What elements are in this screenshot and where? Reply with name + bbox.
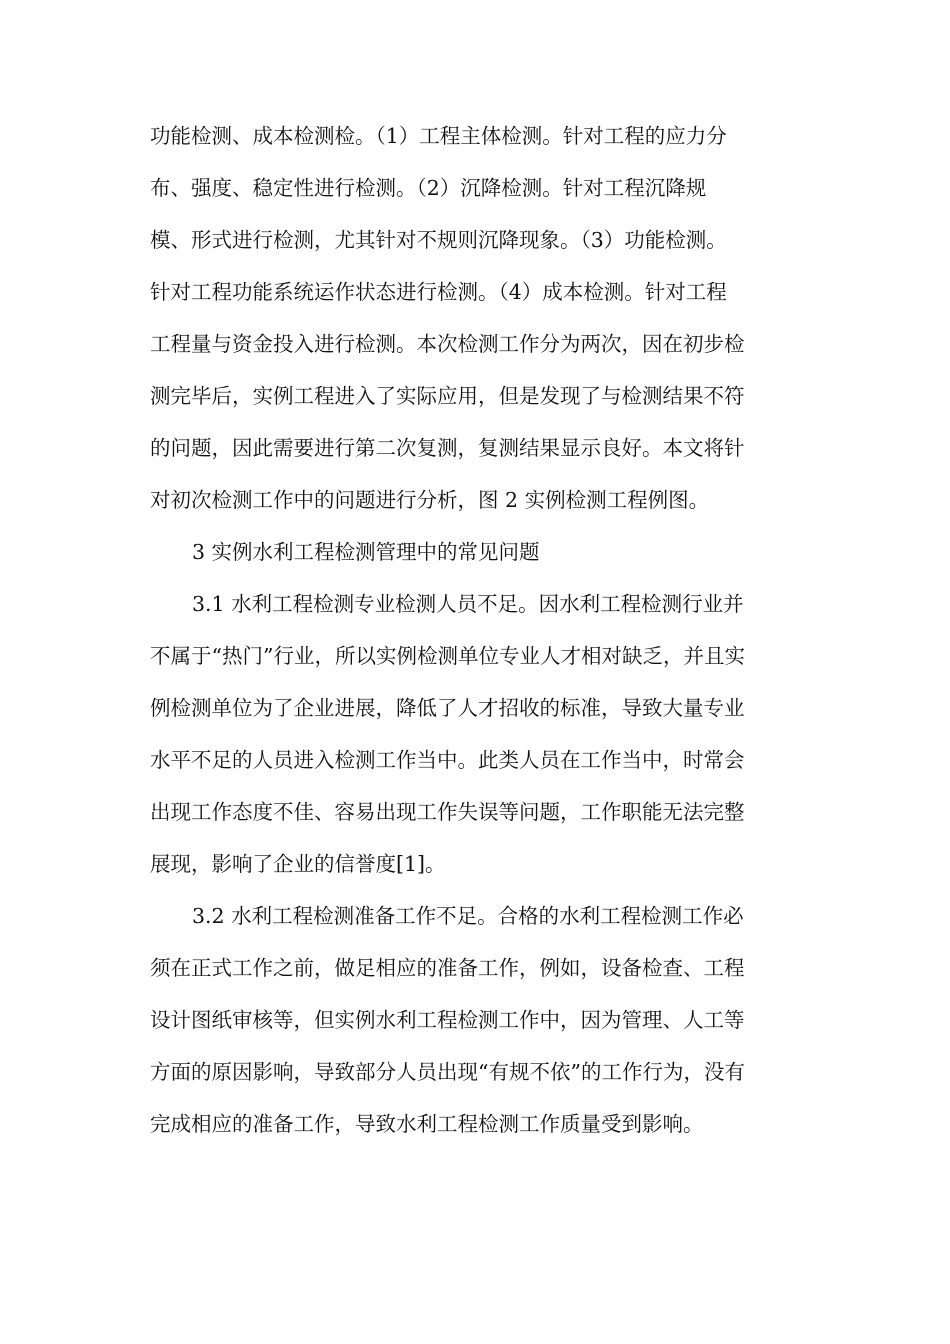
body-text-line: 测完毕后，实例工程进入了实际应用，但是发现了与检测结果不符: [150, 384, 745, 408]
subsection-lead-line: 3.2 水利工程检测准备工作不足。合格的水利工程检测工作必: [192, 904, 744, 928]
body-text-line: 例检测单位为了企业进展，降低了人才招收的标准，导致大量专业: [150, 696, 745, 720]
body-text-line: 针对工程功能系统运作状态进行检测。（4）成本检测。针对工程: [150, 280, 727, 304]
body-text-line: 须在正式工作之前，做足相应的准备工作，例如，设备检查、工程: [150, 956, 745, 980]
body-text-line: 的问题，因此需要进行第二次复测，复测结果显示良好。本文将针: [150, 436, 745, 460]
body-text-line: 不属于“热门”行业，所以实例检测单位专业人才相对缺乏，并且实: [150, 644, 745, 668]
body-text-line: 完成相应的准备工作，导致水利工程检测工作质量受到影响。: [150, 1112, 704, 1136]
body-text-line: 设计图纸审核等，但实例水利工程检测工作中，因为管理、人工等: [150, 1008, 745, 1032]
body-text-line: 对初次检测工作中的问题进行分析，图 2 实例检测工程例图。: [150, 488, 710, 512]
section-heading: 3 实例水利工程检测管理中的常见问题: [192, 540, 540, 564]
subsection-lead-line: 3.1 水利工程检测专业检测人员不足。因水利工程检测行业并: [192, 592, 744, 616]
body-text-line: 模、形式进行检测，尤其针对不规则沉降现象。（3）功能检测。: [150, 228, 727, 252]
body-text-line: 出现工作态度不佳、容易出现工作失误等问题，工作职能无法完整: [150, 800, 745, 824]
body-text-line: 布、强度、稳定性进行检测。（2）沉降检测。针对工程沉降规: [150, 176, 707, 200]
body-text-line: 展现，影响了企业的信誉度[1]。: [150, 852, 446, 876]
body-text-line: 工程量与资金投入进行检测。本次检测工作分为两次，因在初步检: [150, 332, 745, 356]
body-text-line: 功能检测、成本检测检。（1）工程主体检测。针对工程的应力分: [150, 124, 727, 148]
body-text-line: 方面的原因影响，导致部分人员出现“有规不依”的工作行为，没有: [150, 1060, 745, 1084]
body-text-line: 水平不足的人员进入检测工作当中。此类人员在工作当中，时常会: [150, 748, 745, 772]
